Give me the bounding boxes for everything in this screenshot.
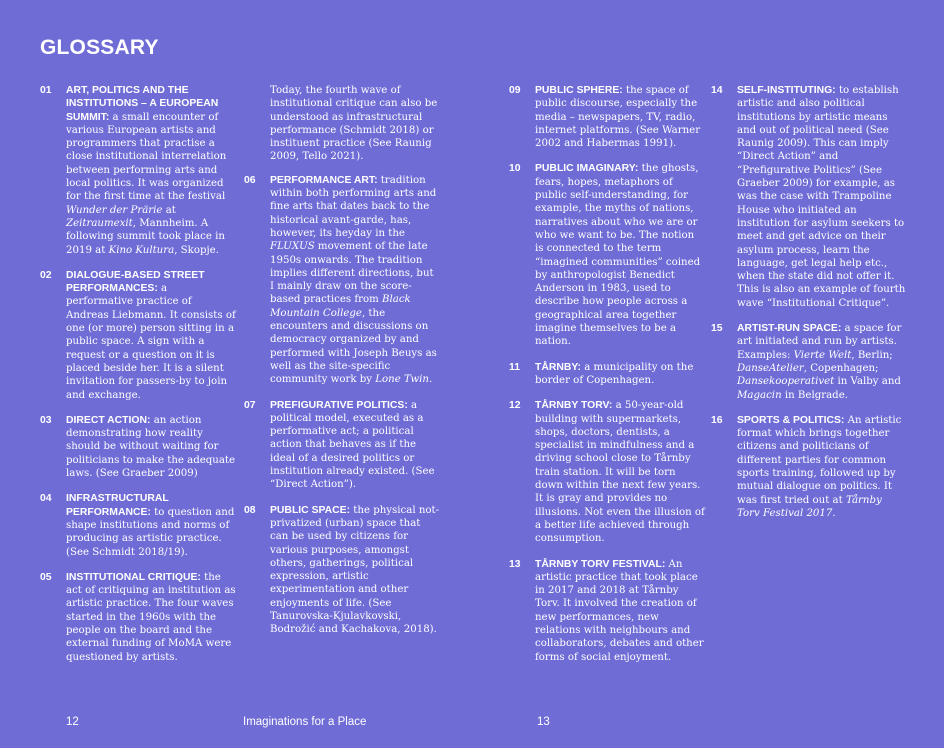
entry-number: 11	[509, 361, 520, 373]
glossary-entry	[244, 174, 440, 387]
entry-text: Wunder der Prärie	[66, 204, 163, 216]
glossary-entry	[509, 84, 705, 150]
entry-term: PUBLIC IMAGINARY:	[535, 163, 639, 175]
page-number-left: 12	[66, 716, 79, 728]
entry-text: Tårnby Torv Festival 2017	[737, 494, 882, 519]
entry-number: 13	[509, 558, 521, 570]
glossary-entry	[244, 504, 440, 637]
entry-number: 10	[509, 163, 521, 175]
entry-body	[535, 84, 705, 150]
entry-text: a municipality on the border of Copenhagen.	[535, 361, 694, 386]
entry-text: an action demonstrating how reality should be without waiting for politicians to make the adequate laws. (See Graeber 2009)	[66, 414, 236, 480]
entry-body	[535, 361, 705, 388]
entry-text: Lone Twin	[375, 374, 429, 386]
entry-body	[270, 174, 440, 387]
entry-text: the ghosts, fears, hopes, metaphors of public self-understanding, for example, the myths of nations, narratives about who we are or who we want to be. The notion is connected to the term “imagined communities” coined by anthropologist Benedict Anderson in 1983, used to describe how people across a geographical area together imagine themselves to be a nation.	[535, 163, 701, 348]
entry-text: , Skopje.	[174, 244, 219, 256]
entry-number: 07	[244, 399, 256, 411]
entry-text: movement of the late 1950s onwards. The tradition implies different directions, but I mainly draw on the score-based practices from	[270, 241, 434, 306]
entry-term: TÅRNBY TORV:	[535, 400, 613, 412]
entry-text: tradition within both performing arts and fine arts that dates back to the historical avant-garde, has, however, its heyday in the	[270, 174, 437, 239]
entry-text: Zeitraumexit	[66, 217, 133, 229]
entry-number: 08	[244, 504, 256, 516]
glossary-entry	[244, 399, 440, 492]
entry-number: 12	[509, 400, 521, 412]
entry-text: at	[162, 204, 176, 216]
entry-body	[270, 84, 440, 164]
entry-term: PREFIGURATIVE POLITICS:	[270, 399, 408, 411]
entry-text: , Berlin;	[851, 349, 893, 361]
entry-text: the space of public discourse, especially the media – newspapers, TV, radio, internet platforms. (See Warner 2002 and Habermas 1991).	[535, 85, 701, 150]
entry-body	[66, 269, 236, 402]
glossary-entry	[509, 399, 705, 545]
entry-number: 01	[40, 85, 52, 96]
entry-body	[535, 162, 705, 348]
glossary-entry	[711, 84, 907, 310]
glossary-entry	[711, 414, 907, 520]
entry-term: PUBLIC SPHERE:	[535, 85, 623, 96]
entry-text: Kino Kultura	[108, 244, 175, 256]
entry-term: SELF-INSTITUTING:	[737, 85, 836, 96]
column-1	[40, 84, 236, 676]
entry-body	[737, 414, 907, 520]
entry-number: 15	[711, 323, 723, 335]
glossary-entry	[40, 269, 236, 402]
entry-text: the physical not-privatized (urban) space that can be used by citizens for various purposes, amongst others, gatherings, political expression, artistic experimentation and other enjoyments of life. (See Tanurovska-Kjulavkovski, Bodrožić and Kachakova, 2018).	[270, 504, 440, 636]
entry-text: to question and shape institutions and norms of producing as artistic practice. (See Schmidt 2018/19).	[66, 506, 235, 558]
entry-number: 16	[711, 414, 723, 426]
glossary-entry	[40, 571, 236, 664]
page-title: GLOSSARY	[40, 36, 159, 59]
entry-text: .	[428, 374, 433, 386]
entry-text: a performative practice of Andreas Liebmann. It consists of one (or more) person sitting in a public space. A sign with a request or a question on it is placed beside her. It is a silent invitation for passers-by to join and exchange.	[66, 283, 236, 401]
entry-term: SPORTS & POLITICS:	[737, 414, 845, 426]
page-number-right: 13	[537, 716, 550, 728]
entry-text: Magacin	[737, 389, 782, 401]
book-title: Imaginations for a Place	[243, 716, 367, 728]
entry-text: DanseAtelier	[737, 362, 804, 374]
entry-text: Dansekooperativet	[737, 376, 835, 388]
entry-number: 03	[40, 414, 52, 426]
column-3	[509, 84, 705, 676]
entry-text: Black Mountain College	[270, 294, 411, 319]
entry-text: , Mannheim. A following summit took place in 2019 at	[66, 217, 225, 256]
entry-term: INFRASTRUCTURAL PERFORMANCE:	[66, 493, 169, 518]
entry-text: a small encounter of various European artists and programmers that practise a close institutional interrelation between performing arts and local politics. It was organized for the first time at the festival	[66, 111, 227, 203]
glossary-entry	[40, 492, 236, 558]
entry-number: 05	[40, 571, 52, 583]
entry-term: TÅRNBY:	[535, 361, 581, 373]
entry-term: DIALOGUE-BASED STREET PERFORMANCES:	[66, 269, 205, 295]
entry-term: TÅRNBY TORV FESTIVAL:	[535, 558, 666, 570]
entry-body	[270, 399, 440, 492]
glossary-entry	[509, 361, 705, 388]
entry-text: , the encounters and discussions on democracy organized by and performed with Joseph Beuys as well as the site-specific community work by	[270, 307, 437, 386]
entry-body	[737, 322, 907, 402]
entry-number: 02	[40, 269, 52, 281]
entry-text: An artistic format which brings together citizens and politicians of different parties for common sports training, followed up by mutual dialogue on politics. It was first tried out at	[737, 414, 902, 506]
entry-text: Vierte Welt	[793, 349, 852, 361]
entry-text: the act of critiquing an institution as artistic practice. The four waves started in the 1960s with the people on the board and the external funding of MoMA were questioned by artists.	[66, 571, 236, 663]
entry-text: , Copenhagen;	[803, 362, 879, 374]
entry-number: 04	[40, 493, 52, 505]
entry-body	[535, 399, 705, 545]
entry-body	[66, 414, 236, 480]
column-2	[244, 84, 440, 649]
entry-body	[66, 571, 236, 664]
entry-text: a 50-year-old building with supermarkets, shops, doctors, dentists, a specialist in mindfulness and a driving school close to Tårnby train station. It will be torn down within the next few years. It is gray and provides no illusions. Not even the illusion of a better life achieved through consumption.	[535, 400, 705, 545]
entry-number: 09	[509, 85, 521, 96]
entry-text: FLUXUS	[270, 241, 315, 253]
entry-text: Today, the fourth wave of institutional critique can also be understood as infrastructural performance (Schmidt 2018) or instituent practice (See Raunig 2009, Tello 2021).	[270, 85, 438, 163]
glossary-entry	[711, 322, 907, 402]
glossary-entry	[40, 414, 236, 480]
entry-text: a political model, executed as a performative act; a political action that behaves as if the ideal of a desired politics or institution already existed. (See “Direct Action”).	[270, 399, 435, 491]
entry-term: DIRECT ACTION:	[66, 414, 151, 426]
entry-text: An artistic practice that took place in 2017 and 2018 at Tårnby Torv. It involved the creation of new performances, new relations with neighbours and collaborators, debates and other forms of social enjoyment.	[535, 558, 704, 663]
entry-text: to establish artistic and also political institutions by artistic means and out of political need (See Raunig 2009). This can imply “Direct Action” and “Prefigurative Politics” (See Graeber 2009) for example, as was the case with Trampoline House who initiated an institution for asylum seekers to meet and get advice on their asylum process, learn the language, get legal help etc., when the state did not offer it. This is also an example of fourth wave “Institutional Critique”.	[737, 85, 906, 309]
glossary-entry	[509, 558, 705, 664]
entry-body	[270, 504, 440, 637]
entry-text: .	[832, 507, 836, 519]
column-4	[711, 84, 907, 532]
entry-number: 14	[711, 85, 723, 96]
entry-number: 06	[244, 174, 256, 186]
entry-term: ART, POLITICS AND THE INSTITUTIONS – A EUROPEAN SUMMIT:	[66, 85, 219, 123]
glossary-entry	[40, 84, 236, 257]
entry-body	[66, 84, 236, 257]
entry-body	[737, 84, 907, 310]
entry-term: INSTITUTIONAL CRITIQUE:	[66, 571, 201, 583]
entry-text: in Valby and	[834, 376, 901, 388]
glossary-entry-continuation	[244, 84, 440, 164]
entry-term: PUBLIC SPACE:	[270, 504, 351, 516]
entry-term: ARTIST-RUN SPACE:	[737, 323, 842, 335]
entry-body	[66, 492, 236, 558]
entry-term: PERFORMANCE ART:	[270, 174, 378, 186]
glossary-entry	[509, 162, 705, 348]
entry-text: a space for art initiated and run by artists. Examples:	[737, 323, 902, 361]
entry-body	[535, 558, 705, 664]
entry-text: in Belgrade.	[781, 389, 848, 401]
